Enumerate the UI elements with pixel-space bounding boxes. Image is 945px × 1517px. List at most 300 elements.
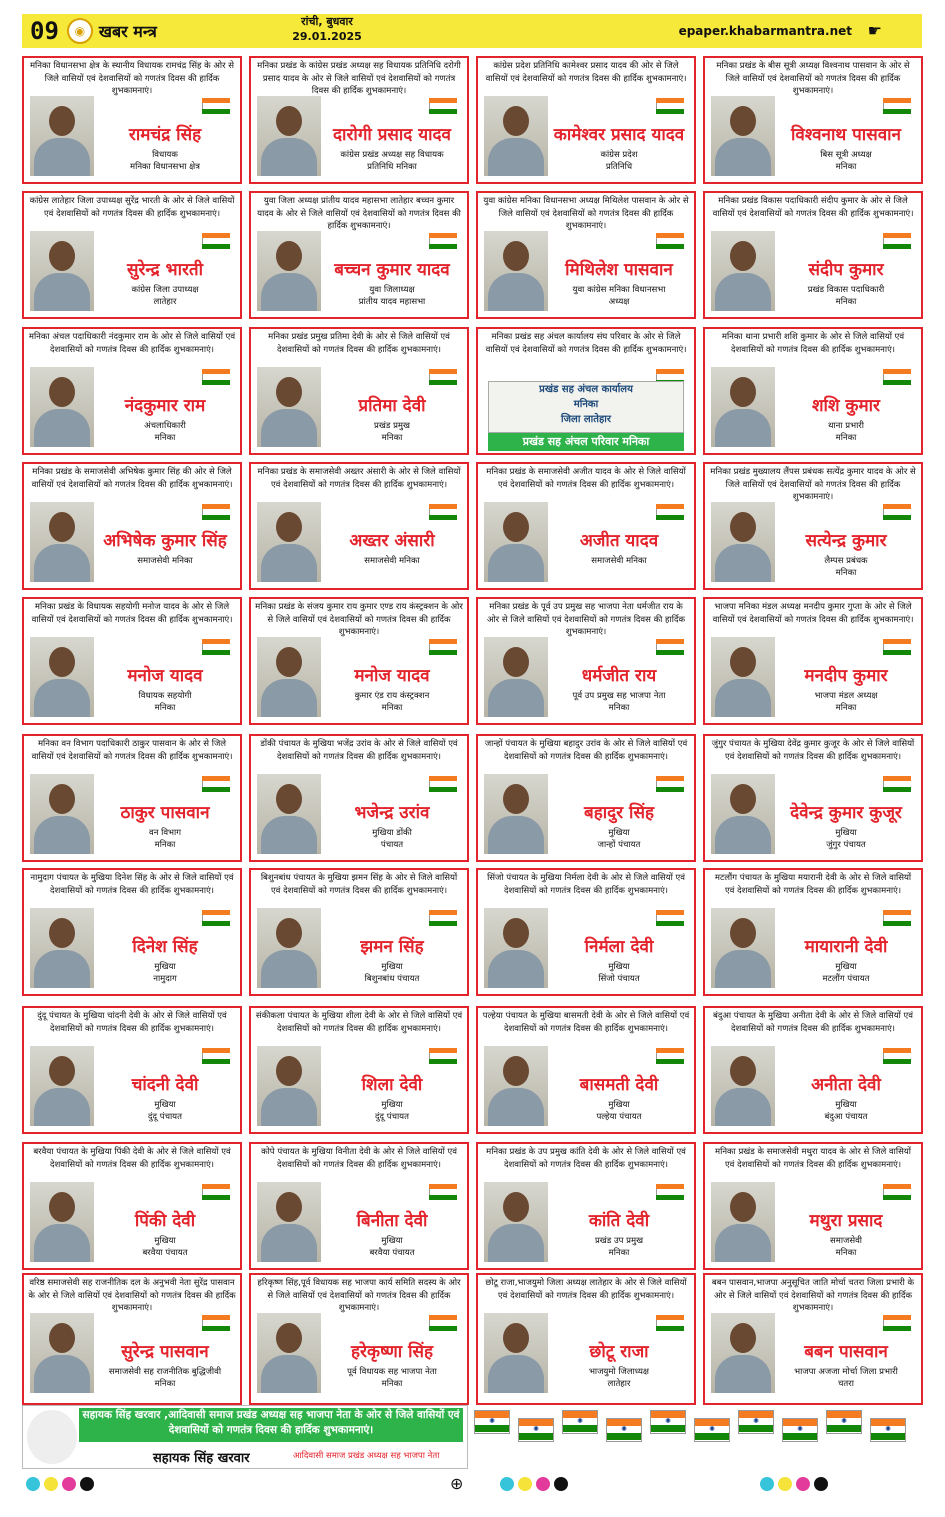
indian-flag-icon xyxy=(202,1315,230,1331)
greeting-card xyxy=(22,734,242,862)
registration-dot xyxy=(778,1477,792,1491)
indian-flag-icon xyxy=(429,369,457,385)
portrait-photo xyxy=(30,1046,94,1126)
designation-line: विधायक xyxy=(152,150,178,160)
greeting-message: मनिका प्रखंड प्रमुख प्रतिमा देवी के ओर से जिले वासियों एवं देशवासियों को गणतंत्र दिवस की हार्दिक शुभकामनाएं। xyxy=(268,332,450,355)
greeting-card xyxy=(249,191,469,319)
portrait-photo xyxy=(257,774,321,854)
portrait-photo xyxy=(484,96,548,176)
card-designation xyxy=(94,690,236,714)
greeting-message: कांग्रेस लातेहार जिला उपाध्यक्ष सुरेंद्र भारती के ओर से जिले वासियों एवं देशवासियों को गणतंत्र दिवस की हार्दिक शुभकामनाएं। xyxy=(29,196,235,219)
designation-line: लातेहार xyxy=(153,297,177,307)
card-designation xyxy=(94,420,236,444)
card-designation xyxy=(548,284,690,308)
greeting-message: वरिष्ठ समाजसेवी सह राजनीतिक दल के अनुभवी नेता सुरेंद्र पासवान के ओर से जिले वासियों एवं देशवासियों को गणतंत्र दिवस की हार्दिक शुभकामनाएं। xyxy=(28,1278,236,1313)
card-name: प्रखंड सह अंचल परिवार मनिका xyxy=(488,433,684,451)
office-signboard xyxy=(488,381,684,433)
portrait-photo xyxy=(484,637,548,717)
greeting-message: युवा जिला अध्यक्ष प्रांतीय यादव महासभा लातेहार बच्चन कुमार यादव के ओर से जिले वासियों एवं देशवासियों को गणतंत्र दिवस की हार्दिक शुभकामनाएं। xyxy=(257,196,461,231)
portrait-photo xyxy=(30,1182,94,1262)
portrait-photo xyxy=(257,908,321,988)
registration-dot xyxy=(796,1477,810,1491)
designation-line: मनिका xyxy=(154,433,176,443)
indian-flag-icon xyxy=(656,504,684,520)
designation-line: पल्हेया पंचायत xyxy=(596,1112,642,1122)
portrait-photo xyxy=(30,1313,94,1393)
greeting-card xyxy=(703,1006,923,1134)
indian-flag-icon xyxy=(883,369,911,385)
indian-flag-icon xyxy=(883,233,911,249)
greeting-card xyxy=(476,868,696,996)
card-name: सत्येन्द्र कुमार xyxy=(805,531,887,551)
designation-line: मनिका xyxy=(835,703,857,713)
card-designation xyxy=(548,1099,690,1123)
signboard-line: मनिका xyxy=(573,399,599,410)
designation-line: लैम्पस प्रबंधक xyxy=(824,556,868,566)
greeting-card xyxy=(249,868,469,996)
card-designation xyxy=(321,961,463,985)
indian-flag-icon xyxy=(429,639,457,655)
registration-dot xyxy=(44,1477,58,1491)
greeting-card xyxy=(22,868,242,996)
greeting-message: मनिका प्रखंड विकास पदाधिकारी संदीप कुमार के ओर से जिले वासियों एवं देशवासियों को गणतंत्र दिवस की हार्दिक शुभकामनाएं। xyxy=(712,196,914,219)
designation-line: पूर्व उप प्रमुख सह भाजपा नेता xyxy=(572,691,666,701)
card-designation xyxy=(775,420,917,444)
card-designation xyxy=(775,690,917,714)
indian-flag-icon: ✺ xyxy=(826,1410,862,1434)
designation-line: मुखिया xyxy=(835,1100,857,1110)
greeting-message: नामुदाग पंचायत के मुखिया दिनेश सिंह के ओर से जिले वासियों एवं देशवासियों को गणतंत्र दिवस की हार्दिक शुभकामनाएं। xyxy=(30,873,234,896)
indian-flag-icon: ✺ xyxy=(562,1410,598,1434)
card-designation xyxy=(775,1235,917,1259)
designation-line: मुखिया डोंकी xyxy=(372,828,412,838)
indian-flag-icon xyxy=(202,1184,230,1200)
masthead xyxy=(22,14,922,48)
greeting-message: छोटू राजा,भाजयुमो जिला अध्यक्ष लातेहार के ओर से जिले वासियों एवं देशवासियों को गणतंत्र दिवस की हार्दिक शुभकामनाएं। xyxy=(485,1278,687,1301)
portrait-photo xyxy=(711,908,775,988)
designation-line: बिस सूत्री अध्यक्ष xyxy=(820,150,872,160)
city-day: रांची, बुधवार xyxy=(301,15,353,28)
card-designation xyxy=(548,555,690,567)
greeting-message: बबन पासवान,भाजपा अनुसूचित जाति मोर्चा चतरा जिला प्रभारी के ओर से जिले वासियों एवं देशवासियों को गणतंत्र दिवस की हार्दिक शुभकामनाएं। xyxy=(711,1278,915,1313)
card-name: सुरेन्द्र भारती xyxy=(126,260,204,280)
indian-flag-icon: ✺ xyxy=(694,1418,730,1442)
greeting-card xyxy=(476,1273,696,1405)
designation-line: मटलौंग पंचायत xyxy=(822,974,870,984)
greeting-card xyxy=(249,327,469,455)
greeting-message: बिशुनबांध पंचायत के मुखिया झमन सिंह के ओर से जिले वासियों एवं देशवासियों को गणतंत्र दिवस की हार्दिक शुभकामनाएं। xyxy=(260,873,458,896)
designation-line: दुंदू पंचायत xyxy=(375,1112,409,1122)
greeting-card xyxy=(22,327,242,455)
portrait-photo xyxy=(484,1182,548,1262)
indian-flag-icon xyxy=(429,910,457,926)
indian-flag-icon xyxy=(202,1048,230,1064)
greeting-card xyxy=(703,56,923,184)
card-designation xyxy=(775,827,917,851)
greeting-message: मनिका प्रखंड के समाजसेवी अख्तर अंसारी के ओर से जिले वासियों एवं देशवासियों को गणतंत्र दिवस की हार्दिक शुभकामनाएं। xyxy=(257,467,461,490)
greeting-card xyxy=(22,1006,242,1134)
card-name: नंदकुमार राम xyxy=(124,396,206,416)
designation-line: कांग्रेस प्रखंड अध्यक्ष सह विधायक xyxy=(340,150,444,160)
card-designation xyxy=(548,149,690,173)
designation-line: मनिका xyxy=(835,1248,857,1258)
registration-dot xyxy=(26,1477,40,1491)
designation-line: दुंदू पंचायत xyxy=(148,1112,182,1122)
dateline xyxy=(292,14,362,44)
portrait-photo xyxy=(484,774,548,854)
designation-line: विधायक सहयोगी xyxy=(138,691,192,701)
card-name: मनोज यादव xyxy=(354,666,430,686)
greeting-message: मनिका विधानसभा क्षेत्र के स्थानीय विधायक रामचंद्र सिंह के ओर से जिले वासियों एवं देशवासियों को गणतंत्र दिवस की हार्दिक शुभकामनाएं। xyxy=(29,61,235,96)
greeting-card xyxy=(703,597,923,725)
designation-line: प्रतिनिधि मनिका xyxy=(367,162,417,172)
greeting-card xyxy=(703,1273,923,1405)
designation-line: कांग्रेस जिला उपाध्यक्ष xyxy=(131,285,199,295)
print-registration-marks xyxy=(0,1475,945,1493)
card-name: बहादुर सिंह xyxy=(584,803,654,823)
portrait-photo xyxy=(711,96,775,176)
registration-dot xyxy=(554,1477,568,1491)
greeting-message: मनिका प्रखंड के समाजसेवी अजीत यादव के ओर से जिले वासियों एवं देशवासियों को गणतंत्र दिवस की हार्दिक शुभकामनाएं। xyxy=(486,467,686,490)
greeting-message: मनिका प्रखंड के बीस सूत्री अध्यक्ष विश्वनाथ पासवान के ओर से जिले वासियों एवं देशवासियों को गणतंत्र दिवस की हार्दिक शुभकामनाएं। xyxy=(716,61,910,96)
indian-flag-icon: ✺ xyxy=(782,1418,818,1442)
greeting-card xyxy=(476,327,696,455)
designation-line: मनिका विधानसभा क्षेत्र xyxy=(130,162,200,172)
indian-flag-icon xyxy=(202,776,230,792)
designation-line: समाजसेवी मनिका xyxy=(137,556,193,566)
designation-line: मुखिया xyxy=(608,828,630,838)
greeting-card xyxy=(249,1273,469,1405)
card-name: बबन पासवान xyxy=(804,1342,888,1362)
portrait-photo xyxy=(257,637,321,717)
indian-flag-icon xyxy=(883,1184,911,1200)
greeting-card xyxy=(476,1006,696,1134)
greeting-message: मनिका थाना प्रभारी शशि कुमार के ओर से जिले वासियों एवं देशवासियों को गणतंत्र दिवस की हार्दिक शुभकामनाएं। xyxy=(721,332,905,355)
greeting-card xyxy=(476,56,696,184)
card-name: मथुरा प्रसाद xyxy=(809,1211,883,1231)
card-name: अख्तर अंसारी xyxy=(349,531,435,551)
indian-flag-icon: ✺ xyxy=(474,1410,510,1434)
registration-mark-icon: ⊕ xyxy=(450,1474,464,1493)
greeting-message: मनिका प्रखंड के कांग्रेस प्रखंड अध्यक्ष सह विधायक प्रतिनिधि दरोगी प्रसाद यादव के ओर से जिले वासियों एवं देशवासियों को गणतंत्र दिवस की हार्दिक शुभकामनाएं। xyxy=(257,61,461,96)
greeting-message: मटलौंग पंचायत के मुखिया मयारानी देवी के ओर से जिले वासियों एवं देशवासियों को गणतंत्र दिवस की हार्दिक शुभकामनाएं। xyxy=(714,873,912,896)
issue-date: 29.01.2025 xyxy=(292,30,362,43)
portrait-photo xyxy=(30,774,94,854)
designation-line: मनिका xyxy=(381,433,403,443)
indian-flag-icon xyxy=(656,98,684,114)
banner-designation: आदिवासी समाज प्रखंड अध्यक्ष सह भाजपा नेता xyxy=(293,1451,440,1461)
card-name: प्रतिमा देवी xyxy=(358,396,426,416)
greeting-card xyxy=(703,462,923,590)
card-name: ठाकुर पासवान xyxy=(120,803,210,823)
portrait-photo xyxy=(257,1182,321,1262)
greeting-card xyxy=(703,191,923,319)
designation-line: मुखिया xyxy=(154,962,176,972)
card-name: अभिषेक कुमार सिंह xyxy=(103,531,227,551)
portrait-photo xyxy=(30,96,94,176)
card-designation xyxy=(775,1366,917,1390)
greeting-message: पल्हेया पंचायत के मुखिया बासमती देवी के ओर से जिले वासियों एवं देशवासियों को गणतंत्र दिवस की हार्दिक शुभकामनाएं। xyxy=(482,1011,690,1034)
card-name: बासमती देवी xyxy=(579,1075,659,1095)
indian-flag-icon xyxy=(429,233,457,249)
designation-line: युवा कांग्रेस मनिका विधानसभा xyxy=(572,285,666,295)
portrait-photo xyxy=(30,231,94,311)
indian-flag-icon xyxy=(202,504,230,520)
designation-line: मनिका xyxy=(835,162,857,172)
hand-pointer-icon: ☛ xyxy=(867,21,882,40)
portrait-photo xyxy=(711,1046,775,1126)
card-name: मिथिलेश पासवान xyxy=(565,260,673,280)
registration-dot xyxy=(500,1477,514,1491)
card-name: चांदनी देवी xyxy=(131,1075,199,1095)
greeting-message: बरवैया पंचायत के मुखिया पिंकी देवी के ओर से जिले वासियों एवं देशवासियों को गणतंत्र दिवस की हार्दिक शुभकामनाएं। xyxy=(33,1147,231,1170)
indian-flag-icon xyxy=(656,1315,684,1331)
card-name: शशि कुमार xyxy=(811,396,881,416)
indian-flag-icon xyxy=(202,639,230,655)
card-name: मनोज यादव xyxy=(127,666,203,686)
card-designation xyxy=(321,149,463,173)
card-designation xyxy=(321,1366,463,1390)
designation-line: मुखिया xyxy=(381,962,403,972)
designation-line: कुमार एंड राय कंस्ट्रक्शन xyxy=(354,691,430,701)
card-designation xyxy=(548,1235,690,1259)
portrait-photo xyxy=(257,96,321,176)
portrait-photo xyxy=(711,502,775,582)
card-name: कांति देवी xyxy=(588,1211,650,1231)
card-designation xyxy=(94,961,236,985)
card-designation xyxy=(94,827,236,851)
indian-flag-icon xyxy=(883,1315,911,1331)
card-designation xyxy=(775,284,917,308)
greeting-message: जान्हों पंचायत के मुखिया बहादुर उरांव के ओर से जिले वासियों एवं देशवासियों को गणतंत्र दिवस की हार्दिक शुभकामनाएं। xyxy=(484,739,688,762)
card-designation xyxy=(548,1366,690,1390)
designation-line: मनिका xyxy=(154,1379,176,1389)
greeting-message: मनिका प्रखंड के विधायक सहयोगी मनोज यादव के ओर से जिले वासियों एवं देशवासियों को गणतंत्र दिवस की हार्दिक शुभकामनाएं। xyxy=(31,602,233,625)
indian-flag-icon xyxy=(202,369,230,385)
registration-dot xyxy=(814,1477,828,1491)
card-designation xyxy=(321,1099,463,1123)
card-name: रामचंद्र सिंह xyxy=(128,125,202,145)
card-designation xyxy=(775,1099,917,1123)
greeting-card xyxy=(703,327,923,455)
card-name: संदीप कुमार xyxy=(808,260,884,280)
indian-flag-icon xyxy=(883,910,911,926)
portrait-photo xyxy=(711,1313,775,1393)
greeting-message: दुंदू पंचायत के मुखिया चांदनी देवी के ओर से जिले वासियों एवं देशवासियों को गणतंत्र दिवस की हार्दिक शुभकामनाएं। xyxy=(37,1011,227,1034)
indian-flag-icon xyxy=(883,504,911,520)
designation-line: अंचलाधिकारी xyxy=(144,421,186,431)
greeting-card xyxy=(249,734,469,862)
greeting-card xyxy=(249,56,469,184)
card-name: विश्वनाथ पासवान xyxy=(791,125,901,145)
indian-flag-icon xyxy=(429,776,457,792)
greeting-message: भाजपा मनिका मंडल अध्यक्ष मनदीप कुमार गुप्ता के ओर से जिले वासियों एवं देशवासियों को गणतंत्र दिवस की हार्दिक शुभकामनाएं। xyxy=(712,602,914,625)
portrait-photo xyxy=(711,231,775,311)
designation-line: मुखिया xyxy=(154,1100,176,1110)
greeting-card xyxy=(249,462,469,590)
designation-line: नामुदाग xyxy=(153,974,177,984)
indian-flag-icon xyxy=(656,1048,684,1064)
card-name: अजीत यादव xyxy=(579,531,659,551)
designation-line: कांग्रेस प्रदेश xyxy=(600,150,638,160)
greeting-message: मनिका प्रखंड के समाजसेवी मथुरा यादव के ओर से जिले वासियों एवं देशवासियों को गणतंत्र दिवस की हार्दिक शुभकामनाएं। xyxy=(715,1147,911,1170)
card-designation xyxy=(775,961,917,985)
indian-flag-icon: ✺ xyxy=(738,1410,774,1434)
portrait-photo xyxy=(711,774,775,854)
designation-line: पंचायत xyxy=(380,840,404,850)
designation-line: जान्हों पंचायत xyxy=(597,840,641,850)
registration-dot xyxy=(80,1477,94,1491)
designation-line: थाना प्रभारी xyxy=(828,421,864,431)
indian-flag-icon xyxy=(202,910,230,926)
indian-flag-icon: ✺ xyxy=(650,1410,686,1434)
designation-line: मनिका xyxy=(154,703,176,713)
designation-line: बरवैया पंचायत xyxy=(369,1248,415,1258)
card-name: देवेन्द्र कुमार कुजूर xyxy=(790,803,902,823)
designation-line: भाजयुमो जिलाध्यक्ष xyxy=(588,1367,650,1377)
card-name: हरेकृष्णा सिंह xyxy=(350,1342,434,1362)
indian-flag-icon xyxy=(656,910,684,926)
indian-flag-icon xyxy=(883,1048,911,1064)
designation-line: प्रांतीय यादव महासभा xyxy=(358,297,426,307)
designation-line: मनिका xyxy=(154,840,176,850)
designation-line: समाजसेवी मनिका xyxy=(364,556,420,566)
designation-line: मुखिया xyxy=(381,1100,403,1110)
designation-line: अध्यक्ष xyxy=(608,297,630,307)
card-designation xyxy=(775,555,917,579)
designation-line: लातेहार xyxy=(607,1379,631,1389)
designation-line: वन विभाग xyxy=(148,828,182,838)
page-number: 09 xyxy=(30,17,59,45)
registration-dot xyxy=(518,1477,532,1491)
greeting-card xyxy=(22,1142,242,1270)
designation-line: सिंजो पंचायत xyxy=(598,974,640,984)
greeting-card xyxy=(249,1006,469,1134)
indian-flag-icon xyxy=(883,98,911,114)
card-name: दिनेश सिंह xyxy=(132,937,198,957)
flag-decoration-row xyxy=(470,1408,920,1446)
greeting-card xyxy=(703,734,923,862)
card-name: सुरेन्द्र पासवान xyxy=(121,1342,209,1362)
card-name: कामेश्वर प्रसाद यादव xyxy=(553,125,685,145)
portrait-photo xyxy=(484,1313,548,1393)
designation-line: मनिका xyxy=(835,433,857,443)
greeting-card xyxy=(249,597,469,725)
card-name: झमन सिंह xyxy=(360,937,424,957)
greeting-message: कोपे पंचायत के मुखिया विनीता देवी के ओर से जिले वासियों एवं देशवासियों को गणतंत्र दिवस की हार्दिक शुभकामनाएं। xyxy=(261,1147,457,1170)
greeting-message: मनिका प्रखंड के उप प्रमुख कांति देवी के ओर से जिले वासियों एवं देशवासियों को गणतंत्र दिवस की हार्दिक शुभकामनाएं। xyxy=(486,1147,686,1170)
card-designation xyxy=(94,1099,236,1123)
indian-flag-icon xyxy=(656,776,684,792)
card-designation xyxy=(548,690,690,714)
portrait-photo xyxy=(257,231,321,311)
greeting-card xyxy=(476,462,696,590)
designation-line: मुखिया xyxy=(835,962,857,972)
card-name: पिंकी देवी xyxy=(134,1211,196,1231)
card-designation xyxy=(94,284,236,308)
registration-dot xyxy=(62,1477,76,1491)
card-designation xyxy=(94,1366,236,1390)
greeting-card xyxy=(476,191,696,319)
designation-line: बंदुआ पंचायत xyxy=(824,1112,868,1122)
portrait-photo xyxy=(711,1182,775,1262)
designation-line: भाजपा मंडल अध्यक्ष xyxy=(814,691,878,701)
portrait-photo xyxy=(257,1046,321,1126)
banner-message: सहायक सिंह खरवार ,आदिवासी समाज प्रखंड अध्यक्ष सह भाजपा नेता के ओर से जिले वासियों एवं देशवासियों को गणतंत्र दिवस की हार्दिक शुभकामनाएं। xyxy=(79,1408,463,1442)
designation-line: मनिका xyxy=(835,568,857,578)
greeting-message: मनिका वन विभाग पदाधिकारी ठाकुर पासवान के ओर से जिले वासियों एवं देशवासियों को गणतंत्र दिवस की हार्दिक शुभकामनाएं। xyxy=(31,739,233,762)
portrait-photo xyxy=(257,367,321,447)
greeting-message: जुंगुर पंचायत के मुखिया देवेंद्र कुमार कुजूर के ओर से जिले वासियों एवं देशवासियों को गणतंत्र दिवस की हार्दिक शुभकामनाएं। xyxy=(711,739,915,762)
card-designation xyxy=(321,555,463,567)
card-name: भजेन्द्र उरांव xyxy=(354,803,430,823)
card-name: शिला देवी xyxy=(361,1075,423,1095)
designation-line: मुखिया xyxy=(835,828,857,838)
card-name: दारोगी प्रसाद यादव xyxy=(333,125,451,145)
designation-line: प्रखंड विकास पदाधिकारी xyxy=(807,285,885,295)
designation-line: युवा जिलाध्यक्ष xyxy=(369,285,415,295)
portrait-photo xyxy=(484,231,548,311)
greeting-card xyxy=(703,1142,923,1270)
greeting-card xyxy=(249,1142,469,1270)
designation-line: मनिका xyxy=(381,1379,403,1389)
card-name: मनदीप कुमार xyxy=(804,666,888,686)
designation-line: मुखिया xyxy=(608,962,630,972)
designation-line: मनिका xyxy=(608,703,630,713)
designation-line: मनिका xyxy=(381,703,403,713)
epaper-link[interactable]: epaper.khabarmantra.net xyxy=(678,24,852,38)
designation-line: पूर्व विधायक सह भाजपा नेता xyxy=(347,1367,437,1377)
signboard-line: प्रखंड सह अंचल कार्यालय xyxy=(539,384,633,395)
card-name: मायारानी देवी xyxy=(804,937,888,957)
greeting-message: हरिकृष्ण सिंह,पूर्व विधायक सह भाजपा कार्य समिति सदस्य के ओर से जिले वासियों एवं देशवासियों को गणतंत्र दिवस की हार्दिक शुभकामनाएं। xyxy=(257,1278,461,1313)
brand-name: खबर मन्त्र xyxy=(98,22,157,41)
brand-logo-icon: ◉ xyxy=(67,18,93,44)
portrait-photo xyxy=(30,367,94,447)
greeting-message: मनिका प्रखंड के समाजसेवी अभिषेक कुमार सिंह की ओर से जिले वासियों एवं देशवासियों को गणतंत्र दिवस की हार्दिक शुभकामनाएं। xyxy=(31,467,233,490)
card-designation xyxy=(321,690,463,714)
greeting-card xyxy=(22,597,242,725)
portrait-photo xyxy=(484,502,548,582)
greeting-message: संकीकला पंचायत के मुखिया शीला देवी के ओर से जिले वासियों एवं देशवासियों को गणतंत्र दिवस की हार्दिक शुभकामनाएं। xyxy=(255,1011,463,1034)
card-designation xyxy=(321,827,463,851)
designation-line: बिशुनबांध पंचायत xyxy=(364,974,420,984)
designation-line: मनिका xyxy=(835,297,857,307)
registration-dot xyxy=(536,1477,550,1491)
indian-flag-icon xyxy=(656,233,684,249)
card-designation xyxy=(775,149,917,173)
greeting-message: बंदुआ पंचायत के मुखिया अनीता देवी के ओर से जिले वासियों एवं देशवासियों को गणतंत्र दिवस की हार्दिक शुभकामनाएं। xyxy=(713,1011,913,1034)
portrait-photo xyxy=(484,908,548,988)
designation-line: प्रखंड प्रमुख xyxy=(374,421,410,431)
designation-line: मुखिया xyxy=(381,1236,403,1246)
indian-flag-icon xyxy=(883,776,911,792)
portrait-photo xyxy=(484,1046,548,1126)
designation-line: प्रखंड उप प्रमुख xyxy=(594,1236,644,1246)
card-designation xyxy=(94,1235,236,1259)
greeting-card xyxy=(476,1142,696,1270)
greeting-card xyxy=(22,462,242,590)
card-name: निर्मला देवी xyxy=(584,937,654,957)
designation-line: समाजसेवी xyxy=(829,1236,862,1246)
greeting-card xyxy=(22,191,242,319)
indian-flag-icon xyxy=(429,1315,457,1331)
indian-flag-icon xyxy=(202,233,230,249)
greeting-message: डोंकी पंचायत के मुखिया भजेंद्र उरांव के ओर से जिले वासियों एवं देशवासियों को गणतंत्र दिवस की हार्दिक शुभकामनाएं। xyxy=(260,739,458,762)
signboard-line: जिला लातेहार xyxy=(561,414,611,425)
portrait-photo xyxy=(30,502,94,582)
card-name: धर्मजीत राय xyxy=(581,666,657,686)
